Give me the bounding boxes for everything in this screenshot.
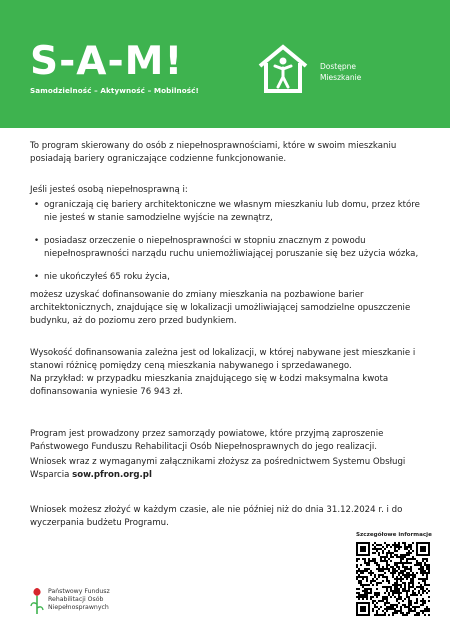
criteria-item: • posiadasz orzeczenie o niepełnosprawności w stopniu znacznym z powodu niepełnosprawności narządu ruchu uniemożliwiającej poruszanie się bez użycia wózka,: [44, 235, 428, 261]
pfron-name: [48, 588, 110, 613]
qr-code-icon[interactable]: [356, 542, 430, 616]
application-link[interactable]: sow.pfron.org.pl: [72, 470, 152, 480]
sam-logo: S-A-M!: [30, 39, 184, 84]
tagline: Samodzielność – Aktywność – Mobilność!: [30, 86, 199, 95]
deadline-paragraph: Wniosek możesz złożyć w każdym czasie, ale nie później niż do dnia 31.12.2024 r. i do wyczerpania budżetu Programu.: [30, 505, 403, 528]
result-paragraph: możesz uzyskać dofinansowanie do zmiany mieszkania na pozbawione barier architektonicznych, znajdujące się w lokalizacji umożliwiającej samodzielne opuszczenie budynku, aż do poziomu zero przed budynkiem.: [30, 290, 411, 326]
program-badge-label: [320, 61, 361, 83]
criteria-item: • ograniczają cię bariery architektoniczne we własnym mieszkaniu lub domu, przez które nie jesteś w stanie samodzielne wyjście na zewnątrz,: [44, 199, 428, 225]
badge-line-1: Dostępne: [320, 62, 356, 71]
program-paragraph: Program jest prowadzony przez samorządy powiatowe, które przyjmą zaproszenie Państwowego Funduszu Rehabilitacji Osób Niepełnosprawnych do jego realizacji.: [30, 429, 384, 452]
criteria-lead: Jeśli jesteś osobą niepełnosprawną i:: [30, 185, 188, 195]
more-info-label: Szczegółowe informacje: [356, 532, 432, 538]
org-line-1: Państwowy Fundusz: [48, 588, 110, 595]
criteria-item: • nie ukończyłeś 65 roku życia,: [44, 271, 428, 284]
house-person-icon: [256, 44, 310, 94]
badge-line-2: Mieszkanie: [320, 73, 362, 82]
org-line-2: Rehabilitacji Osób: [48, 596, 104, 604]
amount-section: [30, 347, 428, 399]
example-paragraph: Na przykład: w przypadku mieszkania znajdującego się w Łodzi maksymalna kwota dofinansowania wyniesie 76 943 zł.: [30, 374, 389, 397]
application-paragraph: [30, 456, 428, 482]
amount-paragraph: Wysokość dofinansowania zależna jest od lokalizacji, w której nabywane jest mieszkanie i stanowi różnicę pomiędzy ceną mieszkania nabywanego i sprzedawanego.: [30, 348, 416, 371]
intro-paragraph: To program skierowany do osób z niepełnosprawnościami, które w swoim mieszkaniu posiadają bariery ograniczające codzienne funkcjonowanie.: [30, 141, 397, 164]
org-line-3: Niepełnosprawnych: [48, 604, 109, 612]
criteria-list: [30, 199, 428, 294]
header-banner: [0, 0, 450, 128]
application-text: Wniosek wraz z wymaganymi załącznikami złożysz za pośrednictwem Systemu Obsługi Wsparcia: [30, 457, 406, 480]
pfron-logo-icon: [30, 586, 44, 616]
